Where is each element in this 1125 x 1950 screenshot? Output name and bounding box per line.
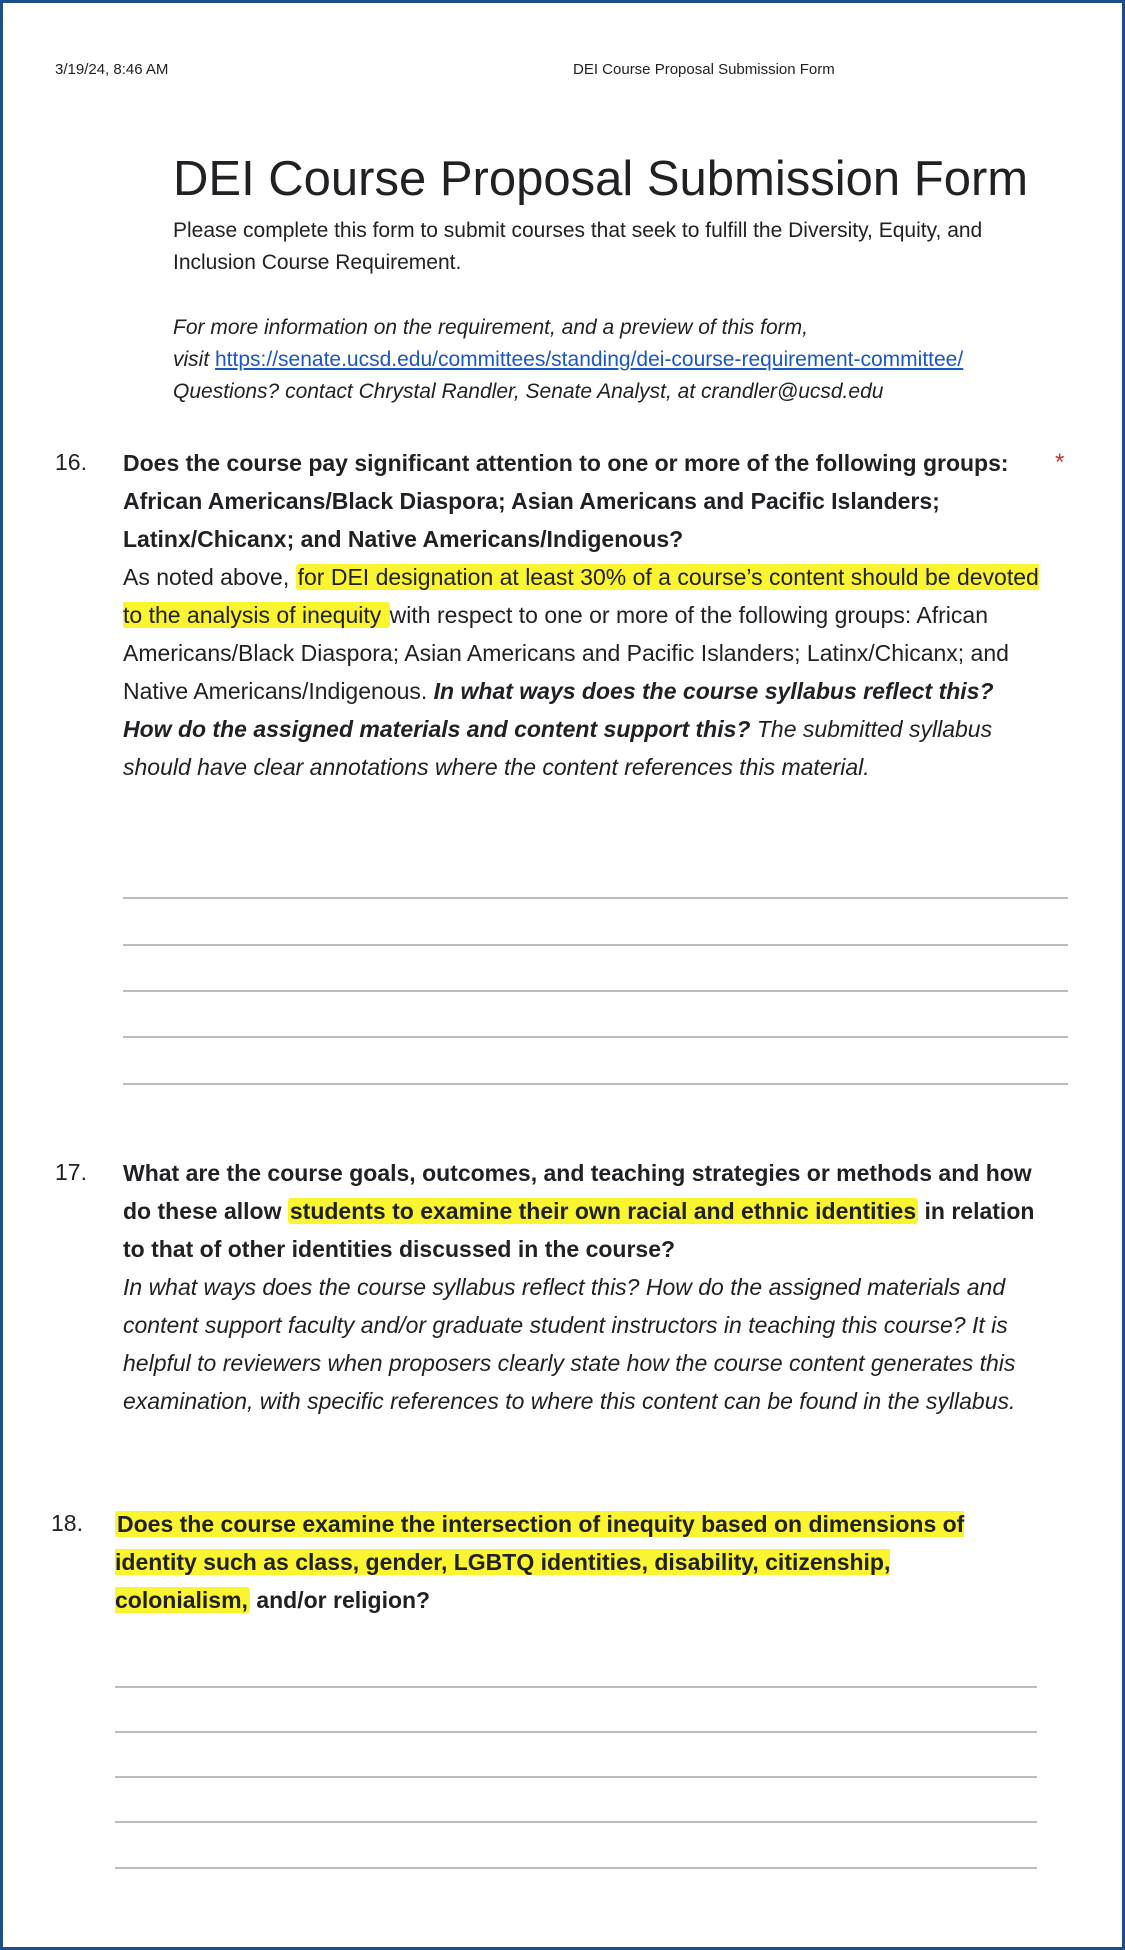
question-16-desc-body: with respect to one or more of the following groups: African Americans/Black Diaspora; Asian Americans and Pacific Islanders; Latinx/Chicanx; and Native Americans/Indigenous. <box>123 602 1009 704</box>
print-datetime: 3/19/24, 8:46 AM <box>55 61 169 78</box>
question-17-highlight: students to examine their own racial and ethnic identities <box>289 1198 917 1224</box>
answer-line[interactable] <box>123 1083 1068 1085</box>
requirement-link[interactable]: https://senate.ucsd.edu/committees/standing/dei-course-requirement-committee/ <box>215 348 964 371</box>
question-18-highlight: Does the course examine the intersection of inequity based on dimensions of identity such as class, gender, LGBTQ identities, disability, citizenship, colonialism, <box>115 1511 965 1613</box>
info-visit-text: visit <box>173 348 215 371</box>
print-doc-title: DEI Course Proposal Submission Form <box>573 61 835 78</box>
question-17-title <box>123 1160 1034 1262</box>
question-18-title-end: and/or religion? <box>249 1587 431 1613</box>
question-16-highlight: for DEI designation at least 30% of a course’s content should be devoted to the analysis of inequity <box>123 564 1039 628</box>
question-16-desc-note: The submitted syllabus should have clear annotations where the content references this material. <box>123 716 993 780</box>
answer-line[interactable] <box>123 897 1068 899</box>
question-16 <box>123 444 1048 786</box>
question-17 <box>123 1154 1048 1420</box>
question-16-desc-emphasis: In what ways does the course syllabus reflect this? How do the assigned materials and content support this? <box>123 678 994 742</box>
required-asterisk: * <box>1055 449 1065 476</box>
answer-line[interactable] <box>115 1686 1037 1688</box>
form-title: DEI Course Proposal Submission Form <box>173 152 1029 206</box>
form-info <box>173 312 1073 408</box>
answer-line[interactable] <box>115 1821 1037 1823</box>
answer-line[interactable] <box>123 944 1068 946</box>
info-line-2 <box>173 344 1073 376</box>
info-line-1: For more information on the requirement, and a preview of this form, <box>173 316 808 339</box>
answer-line[interactable] <box>123 990 1068 992</box>
question-16-description <box>123 558 1048 786</box>
answer-line[interactable] <box>115 1867 1037 1869</box>
question-18-number: 18. <box>51 1510 83 1536</box>
question-17-description: In what ways does the course syllabus reflect this? How do the assigned materials and content support faculty and/or graduate student instructors in teaching this course? It is helpful to reviewers when proposers clearly state how the course content generates this examination, with specific references to where this content can be found in the syllabus. <box>123 1274 1016 1414</box>
question-16-title: Does the course pay significant attention to one or more of the following groups: African Americans/Black Diaspora; Asian Americans and Pacific Islanders; Latinx/Chicanx; and Native Americans/Indigenous? <box>123 450 1009 552</box>
question-18-title <box>115 1511 964 1613</box>
question-16-desc-intro: As noted above, <box>123 564 296 590</box>
answer-line[interactable] <box>115 1776 1037 1778</box>
question-16-number: 16. <box>55 449 87 475</box>
question-18 <box>115 1505 1015 1619</box>
answer-line[interactable] <box>115 1731 1037 1733</box>
form-description: Please complete this form to submit courses that seek to fulfill the Diversity, Equity, and Inclusion Course Requirement. <box>173 219 983 274</box>
question-17-title-start: What are the course goals, outcomes, and teaching strategies or methods and how do these allow <box>123 1160 1032 1224</box>
question-17-title-end: in relation to that of other identities discussed in the course? <box>123 1198 1035 1262</box>
answer-line[interactable] <box>123 1036 1068 1038</box>
info-line-3: Questions? contact Chrystal Randler, Senate Analyst, at crandler@ucsd.edu <box>173 380 884 403</box>
question-17-number: 17. <box>55 1159 87 1185</box>
